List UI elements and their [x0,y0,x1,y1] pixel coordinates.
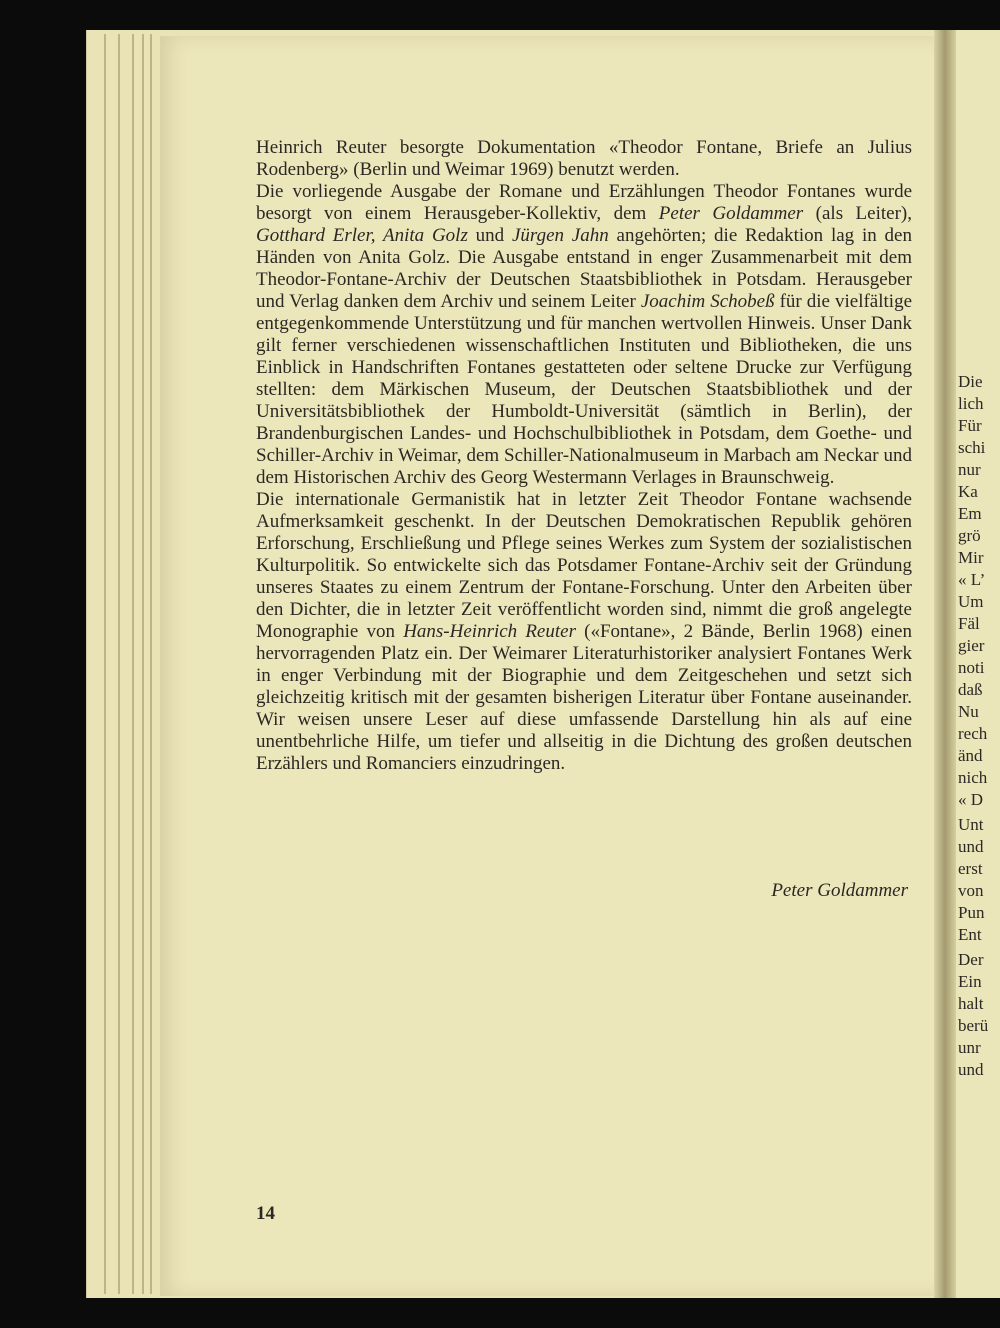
facing-line-fragment: nur [958,460,981,479]
page-edge [132,34,134,1294]
italic-name: Joachim Schobeß [640,291,775,312]
facing-line-fragment: Der [958,950,984,969]
italic-name: Peter Goldammer [658,203,804,224]
facing-line-fragment: « D [958,790,984,809]
signature: Peter Goldammer [771,880,908,901]
italic-name: Hans-Heinrich Reuter [403,621,576,642]
facing-line-fragment: Pun [958,903,985,922]
page-number: 14 [256,1203,275,1224]
facing-line-fragment: Mir [958,548,984,567]
text-run: und [467,225,512,246]
paragraph [256,181,912,489]
facing-line-fragment: Nu [958,702,979,721]
facing-page [956,30,1000,1298]
body-text [256,137,912,775]
page-edge [118,34,120,1294]
text-run: für die vielfältige entgegenkommende Unterstützung und für manchen wertvollen Hinweis. Unser Dank gilt ferner verschiedenen wissenschaftlichen Instituten und Bibliotheken, die uns Einblick in Handschriften Fontanes gestatteten oder seltene Drucke zur Verfügung stellten: dem Märkischen Museum, der Deutschen Staatsbibliothek und der Universitätsbibliothek der Humboldt-Universität (sämtlich in Berlin), der Brandenburgischen Landes- und Hochschulbibliothek in Potsdam, dem Goethe- und Schiller-Archiv in Weimar, dem Schiller-Nationalmuseum in Marbach am Neckar und dem Historischen Archiv des Georg Westermann Verlages in Braunschweig. [256,291,913,488]
facing-line-fragment: Die [958,372,983,391]
facing-line-fragment: noti [958,658,985,677]
facing-line-fragment: änd [958,746,983,765]
facing-line-fragment: erst [958,859,983,878]
text-run: («Fontane», 2 Bände, Berlin 1968) einen hervorragenden Platz ein. Der Weimarer Literaturhistoriker analysiert Fontanes Werk in enger Verbindung mit der Biographie und dem Zeitgeschehen und setzt sich gleichzeitig kritisch mit der gesamten bisherigen Literatur über Fontane auseinander. Wir weisen unsere Leser auf diese umfassende Darstellung hin als auf eine unentbehrliche Hilfe, um tiefer und allseitig in die Dichtung des großen deutschen Erzählers und Romanciers einzudringen. [256,621,912,774]
text-run: Heinrich Reuter besorgte Dokumentation «Theodor Fontane, Briefe an Julius Rodenberg» (Berlin und Weimar 1969) benutzt werden. [256,137,912,180]
facing-line-fragment: berü [958,1016,989,1035]
facing-line-fragment: Ein [958,972,982,991]
book-gutter [934,30,956,1298]
facing-line-fragment: halt [958,994,984,1013]
facing-line-fragment: lich [958,394,984,413]
italic-name: Jürgen Jahn [511,225,609,246]
facing-line-fragment: Em [958,504,982,523]
text-run: Die vorliegende Ausgabe der Romane und Erzählungen Theodor Fontanes wurde besorgt von einem Herausgeber-Kollektiv, dem [256,181,912,224]
facing-line-fragment: und [958,837,984,856]
facing-line-fragment: nich [958,768,988,787]
facing-line-fragment: grö [958,526,981,545]
text-run: (als Leiter), [803,203,912,224]
page-edge [142,34,144,1294]
text-run: Die internationale Germanistik hat in letzter Zeit Theodor Fontane wachsende Aufmerksamkeit geschenkt. In der Deutschen Demokratischen Republik gehören Erforschung, Erschließung und Pflege seines Werkes zum System der sozialistischen Kulturpolitik. So entwickelte sich das Potsdamer Fontane-Archiv seit der Gründung unseres Staates zu einem Zentrum der Fontane-Forschung. Unter den Arbeiten über den Dichter, die in letzter Zeit veröffentlicht worden sind, nimmt die groß angelegte Monographie von [256,489,912,642]
facing-line-fragment: rech [958,724,988,743]
facing-line-fragment: daß [958,680,983,699]
facing-line-fragment: « L’ [958,570,986,589]
facing-line-fragment: Für [958,416,982,435]
facing-line-fragment: unr [958,1038,981,1057]
page-edge [104,34,106,1294]
text-run: angehörten; die Redaktion lag in den Händen von Anita Golz. Die Ausgabe entstand in enger Zusammenarbeit mit dem Theodor-Fontane-Archiv der Deutschen Staatsbibliothek in Potsdam. Herausgeber und Verlag danken dem Archiv und seinem Leiter [256,225,912,312]
facing-line-fragment: und [958,1060,984,1079]
paragraph [256,137,912,181]
facing-line-fragment: schi [958,438,986,457]
facing-line-fragment: gier [958,636,985,655]
facing-line-fragment: Ka [958,482,978,501]
italic-name: Gotthard Erler, Anita Golz [256,225,468,246]
facing-line-fragment: Fäl [958,614,980,633]
paragraph [256,489,912,775]
facing-line-fragment: Um [958,592,984,611]
facing-line-fragment: Ent [958,925,982,944]
facing-line-fragment: von [958,881,984,900]
page-edge [150,34,152,1294]
facing-line-fragment: Unt [958,815,984,834]
